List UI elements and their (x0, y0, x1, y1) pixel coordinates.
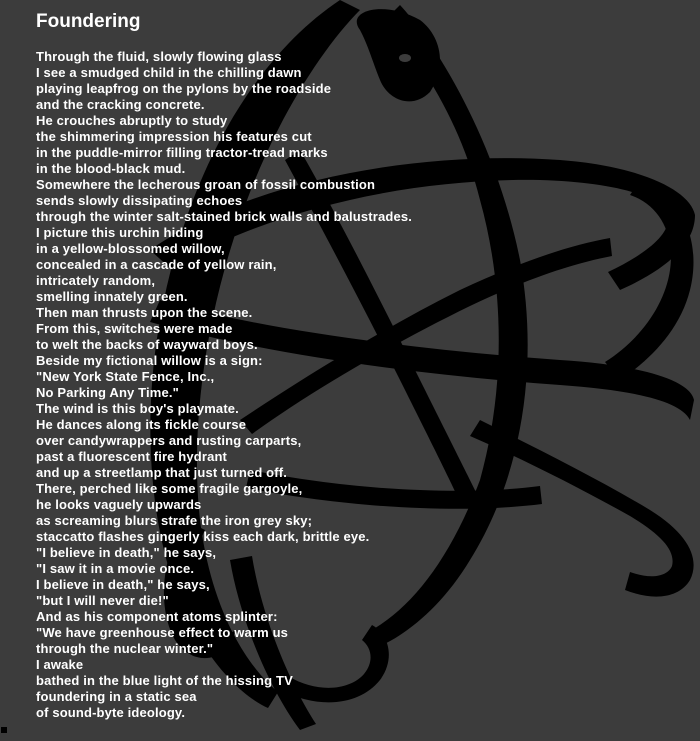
poem-line: sends slowly dissipating echoes (36, 193, 243, 208)
poem (36, 10, 412, 721)
poem-line: concealed in a cascade of yellow rain, (36, 257, 277, 272)
poem-line: bathed in the blue light of the hissing TV (36, 673, 293, 688)
poem-line: From this, switches were made (36, 321, 233, 336)
poem-line: in the puddle-mirror filling tractor-tread marks (36, 145, 328, 160)
poem-line: I picture this urchin hiding (36, 225, 204, 240)
poem-line: "New York State Fence, Inc., (36, 369, 215, 384)
poem-lines (36, 49, 412, 721)
poem-line: There, perched like some fragile gargoyle, (36, 481, 303, 496)
poem-line: He dances along its fickle course (36, 417, 247, 432)
poem-line: I see a smudged child in the chilling dawn (36, 65, 302, 80)
poem-line: And as his component atoms splinter: (36, 609, 278, 624)
poem-line: in a yellow-blossomed willow, (36, 241, 225, 256)
poem-line: to welt the backs of wayward boys. (36, 337, 258, 352)
poem-line: as screaming blurs strafe the iron grey sky; (36, 513, 313, 528)
poem-line: "I saw it in a movie once. (36, 561, 195, 576)
poem-line: playing leapfrog on the pylons by the roadside (36, 81, 332, 96)
poem-line: "I believe in death," he says, (36, 545, 217, 560)
poem-line: He crouches abruptly to study (36, 113, 228, 128)
poem-line: "but I will never die!" (36, 593, 169, 608)
poem-line: through the winter salt-stained brick walls and balustrades. (36, 209, 412, 224)
poem-line: Through the fluid, slowly flowing glass (36, 49, 282, 64)
poem-line: through the nuclear winter." (36, 641, 214, 656)
poem-line: The wind is this boy's playmate. (36, 401, 239, 416)
poem-line: Somewhere the lecherous groan of fossil combustion (36, 177, 376, 192)
poem-line: past a fluorescent fire hydrant (36, 449, 228, 464)
poem-line: he looks vaguely upwards (36, 497, 202, 512)
poem-line: staccatto flashes gingerly kiss each dark, brittle eye. (36, 529, 370, 544)
corner-mark (1, 727, 7, 733)
poem-line: intricately random, (36, 273, 156, 288)
poem-line: "We have greenhouse effect to warm us (36, 625, 289, 640)
poem-line: in the blood-black mud. (36, 161, 186, 176)
poem-line: over candywrappers and rusting carparts, (36, 433, 302, 448)
poem-line: Then man thrusts upon the scene. (36, 305, 253, 320)
poem-title: Foundering (36, 11, 141, 32)
poem-line: I awake (36, 657, 84, 672)
poem-line: the shimmering impression his features cut (36, 129, 312, 144)
poem-line: I believe in death," he says, (36, 577, 210, 592)
poem-line: No Parking Any Time." (36, 385, 179, 400)
poem-line: foundering in a static sea (36, 689, 197, 704)
poem-line: of sound-byte ideology. (36, 705, 186, 720)
poem-line: Beside my fictional willow is a sign: (36, 353, 263, 368)
poem-line: and the cracking concrete. (36, 97, 205, 112)
poem-line: smelling innately green. (36, 289, 188, 304)
poem-line: and up a streetlamp that just turned off. (36, 465, 287, 480)
